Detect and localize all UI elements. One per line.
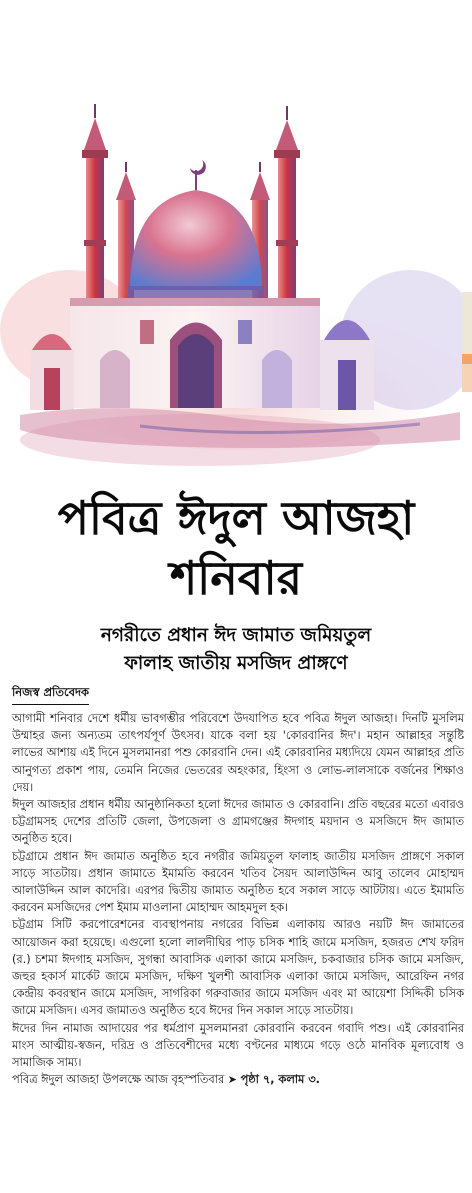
headline <box>0 488 472 608</box>
paragraph: চট্টগ্রামে প্রধান ঈদ জামাত অনুষ্ঠিত হবে নগরীর জমিয়তুল ফালাহ জাতীয় মসজিদ প্রাঙ্গণে সকাল সাড়ে সাতটায়। প্রধান জামাতে ইমামতি করবেন খতিব সৈয়দ আলাউদ্দিন আবু তালেব মোহাম্মদ আলাউদ্দিন আল কাদেরি। এরপর দ্বিতীয় জামাত অনুষ্ঠিত হবে সকাল সাড়ে আটটায়। এতে ইমামতি করবেন মসজিদের পেশ ইমাম মাওলানা মোহাম্মদ আহমদুল হক। <box>12 849 464 915</box>
article-body <box>12 710 464 1088</box>
subheadline <box>10 622 462 678</box>
last-line <box>12 1071 464 1088</box>
subhead-line-1: নগরীতে প্রধান ঈদ জামাত জমিয়তুল <box>100 625 372 646</box>
headline-line-2: শনিবার <box>169 551 303 605</box>
byline: নিজস্ব প্রতিবেদক <box>12 684 89 705</box>
continuation-arrow-icon: ➤ <box>227 1073 238 1087</box>
paragraph: ঈদুল আজহার প্রধান ধর্মীয় আনুষ্ঠানিকতা হলো ঈদের জামাত ও কোরবানি। প্রতি বছরের মতো এবারও চট্টগ্রামসহ দেশের প্রতিটি জেলা, উপজেলা ও গ্রামগঞ্জের ঈদগাহ ময়দান ও মসজিদে ঈদ জামাত অনুষ্ঠিত হবে। <box>12 798 464 846</box>
last-line-text: পবিত্র ঈদুল আজহা উপলক্ষে আজ বৃহস্পতিবার <box>12 1073 225 1087</box>
headline-line-1: পবিত্র ঈদুল আজহা <box>57 491 415 545</box>
continuation-reference: পৃষ্ঠা ৭, কলাম ৩. <box>240 1073 320 1087</box>
paragraph: ঈদের দিন নামাজ আদায়ের পর ধর্মপ্রাণ মুসলমানরা কোরবানি করবেন গবাদি পশু। এই কোরবানির মাংস আত্মীয়-স্বজন, দরিদ্র ও প্রতিবেশীদের মধ্যে বণ্টনের মাধ্যমে গড়ে ওঠে মানবিক মূল্যবোধ ও সামাজিক সাম্য। <box>12 1021 464 1070</box>
paragraph: চট্টগ্রাম সিটি করপোরেশনের ব্যবস্থাপনায় নগরের বিভিন্ন এলাকায় আরও নয়টি ঈদ জামাতের আয়োজন করা হয়েছে। এগুলো হলো লালদীঘির পাড় চসিক শাহি জামে মসজিদ, হজরত শেখ ফরিদ (র.) চশমা ঈদগাহ মসজিদ, সুগন্ধা আবাসিক এলাকা জামে মসজিদ, চকবাজার চসিক জামে মসজিদ, জহুর হকার্স মার্কেট জামে মসজিদ, দক্ষিণ খুলশী আবাসিক এলাকা জামে মসজিদ, আরেফিন নগর কেন্দ্রীয় কবরস্থান জামে মসজিদ, সাগরিকা গরুবাজার জামে মসজিদ এবং মা আয়েশা সিদ্দিকী চসিক জামে মসজিদ। এসব জামাতও অনুষ্ঠিত হবে ঈদের দিন সকাল সাড়ে সাতটায়। <box>12 918 464 1018</box>
paragraph: আগামী শনিবার দেশে ধর্মীয় ভাবগম্ভীর পরিবেশে উদযাপিত হবে পবিত্র ঈদুল আজহা। দিনটি মুসলিম উম্মাহর জন্য অন্যতম তাৎপর্যপূর্ণ উৎসব। যাকে বলা হয় 'কোরবানির ঈদ'। মহান আল্লাহর সন্তুষ্টি লাভের আশায় এই দিনে মুসলমানরা পশু কোরবানি দেন। এই কোরবানির মধ্যদিয়ে যেমন আল্লাহর প্রতি আনুগত্য প্রকাশ পায়, তেমনি নিজের ভেতরের অহংকার, হিংসা ও লোভ-লালসাকে বর্জনের শিক্ষাও দেয়। <box>12 712 464 794</box>
page-edge-color-strip <box>462 292 472 392</box>
mosque-illustration <box>0 0 472 470</box>
subhead-line-2: ফালাহ জাতীয় মসজিদ প্রাঙ্গণে <box>124 653 348 674</box>
